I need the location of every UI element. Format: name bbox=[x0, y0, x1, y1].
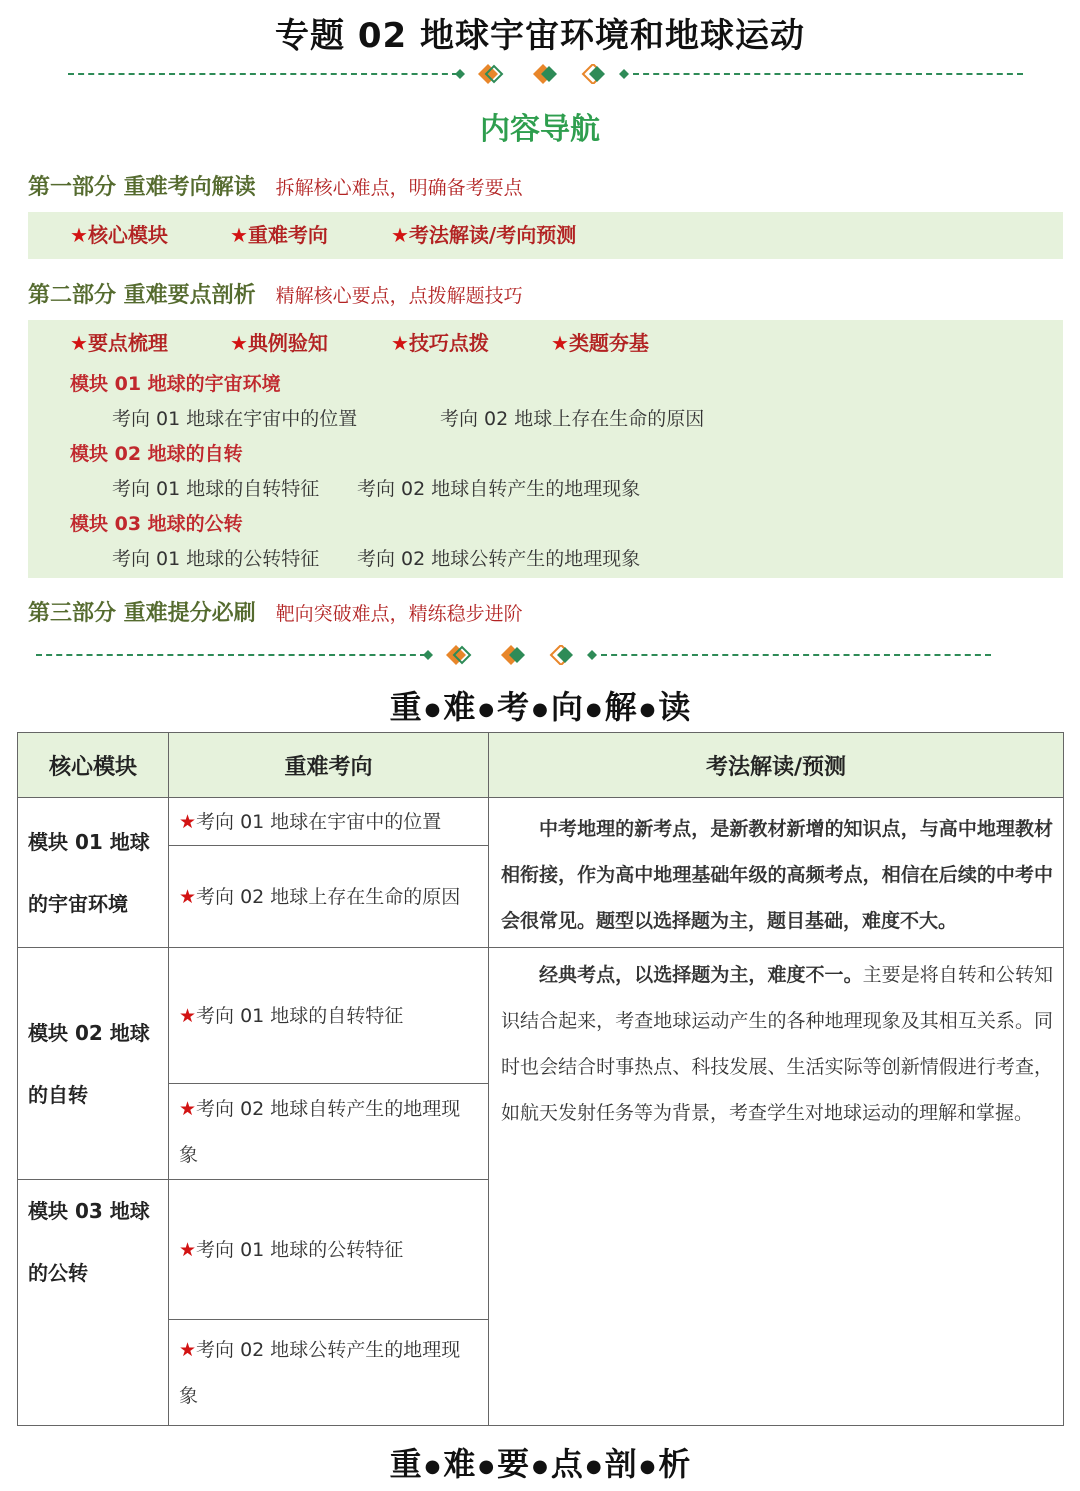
diamond-ornament-icon bbox=[421, 645, 601, 665]
star-item: ★考法解读/考向预测 bbox=[391, 223, 577, 247]
table-header: 考法解读/预测 bbox=[489, 733, 1064, 798]
ornament-divider bbox=[68, 64, 1023, 84]
star-icon: ★ bbox=[179, 1238, 197, 1261]
star-icon: ★ bbox=[179, 1097, 197, 1120]
table-header: 重难考向 bbox=[169, 733, 489, 798]
star-icon: ★ bbox=[230, 223, 248, 247]
module-cell: 模块 01 地球的宇宙环境 bbox=[18, 798, 169, 948]
module-heading: 模块 03 地球的公转 bbox=[70, 513, 243, 535]
module-cell: 模块 03 地球的公转 bbox=[18, 1180, 169, 1426]
module-heading: 模块 01 地球的宇宙环境 bbox=[70, 373, 281, 395]
page-title: 专题 02 地球宇宙环境和地球运动 bbox=[275, 16, 805, 56]
star-icon: ★ bbox=[551, 331, 569, 355]
star-icon: ★ bbox=[70, 331, 88, 355]
direction-cell: ★考向 02 地球自转产生的地理现象 bbox=[169, 1084, 489, 1180]
direction-cell: ★考向 01 地球在宇宙中的位置 bbox=[169, 798, 489, 846]
part-2-subtitle: 精解核心要点，点拨解题技巧 bbox=[275, 285, 523, 307]
module-heading: 模块 02 地球的自转 bbox=[70, 443, 243, 465]
section-title-2: 重 ●难 ●要 ●点 ●剖 ●析 bbox=[389, 1445, 691, 1483]
interpretation-cell: 经典考点，以选择题为主，难度不一。主要是将自转和公转知识结合起来，考查地球运动产生的各种地理现象及其相互关系。同时也会结合时事热点、科技发展、生活实际等创新情假进行考查，如航天发射任务等为背景，考查学生对地球运动的理解和掌握。 bbox=[489, 948, 1064, 1426]
direction-item: 考向 01 地球的自转特征 bbox=[112, 478, 320, 500]
part-3-heading: 第三部分 重难提分必刷 靶向突破难点，精练稳步进阶 bbox=[28, 601, 523, 626]
part-1-subtitle: 拆解核心难点，明确备考要点 bbox=[275, 177, 523, 199]
table-header: 核心模块 bbox=[18, 733, 169, 798]
star-icon: ★ bbox=[391, 331, 409, 355]
interpretation-cell: 中考地理的新考点，是新教材新增的知识点，与高中地理教材相衔接，作为高中地理基础年级的高频考点，相信在后续的中考中会很常见。题型以选择题为主，题目基础，难度不大。 bbox=[489, 798, 1064, 948]
star-icon: ★ bbox=[70, 223, 88, 247]
direction-item: 考向 01 地球的公转特征 bbox=[112, 548, 320, 570]
star-icon: ★ bbox=[391, 223, 409, 247]
direction-cell: ★考向 02 地球公转产生的地理现象 bbox=[169, 1320, 489, 1426]
ornament-divider bbox=[36, 645, 991, 665]
star-icon: ★ bbox=[179, 1004, 197, 1027]
direction-item: 考向 01 地球在宇宙中的位置 bbox=[112, 408, 358, 430]
section-title-1: 重 ●难 ●考 ●向 ●解 ●读 bbox=[389, 688, 691, 726]
star-item: ★核心模块 bbox=[70, 223, 168, 247]
direction-item: 考向 02 地球上存在生命的原因 bbox=[440, 408, 705, 430]
star-icon: ★ bbox=[179, 810, 197, 833]
star-icon: ★ bbox=[230, 331, 248, 355]
star-item: ★要点梳理 bbox=[70, 331, 168, 355]
key-directions-table bbox=[17, 732, 1064, 1426]
direction-cell: ★考向 01 地球的自转特征 bbox=[169, 948, 489, 1084]
direction-cell: ★考向 02 地球上存在生命的原因 bbox=[169, 846, 489, 948]
star-item: ★技巧点拨 bbox=[391, 331, 489, 355]
part-2-heading: 第二部分 重难要点剖析 精解核心要点，点拨解题技巧 bbox=[28, 283, 523, 308]
star-item: ★典例验知 bbox=[230, 331, 328, 355]
direction-item: 考向 02 地球自转产生的地理现象 bbox=[357, 478, 641, 500]
star-item: ★重难考向 bbox=[230, 223, 328, 247]
diamond-ornament-icon bbox=[453, 64, 633, 84]
star-icon: ★ bbox=[179, 1338, 197, 1361]
direction-item: 考向 02 地球公转产生的地理现象 bbox=[357, 548, 641, 570]
nav-title: 内容导航 bbox=[480, 112, 600, 147]
part-3-subtitle: 靶向突破难点，精练稳步进阶 bbox=[275, 603, 523, 625]
part-1-heading: 第一部分 重难考向解读 拆解核心难点，明确备考要点 bbox=[28, 175, 523, 200]
star-item: ★类题夯基 bbox=[551, 331, 649, 355]
direction-cell: ★考向 01 地球的公转特征 bbox=[169, 1180, 489, 1320]
module-cell: 模块 02 地球的自转 bbox=[18, 948, 169, 1180]
star-icon: ★ bbox=[179, 885, 197, 908]
